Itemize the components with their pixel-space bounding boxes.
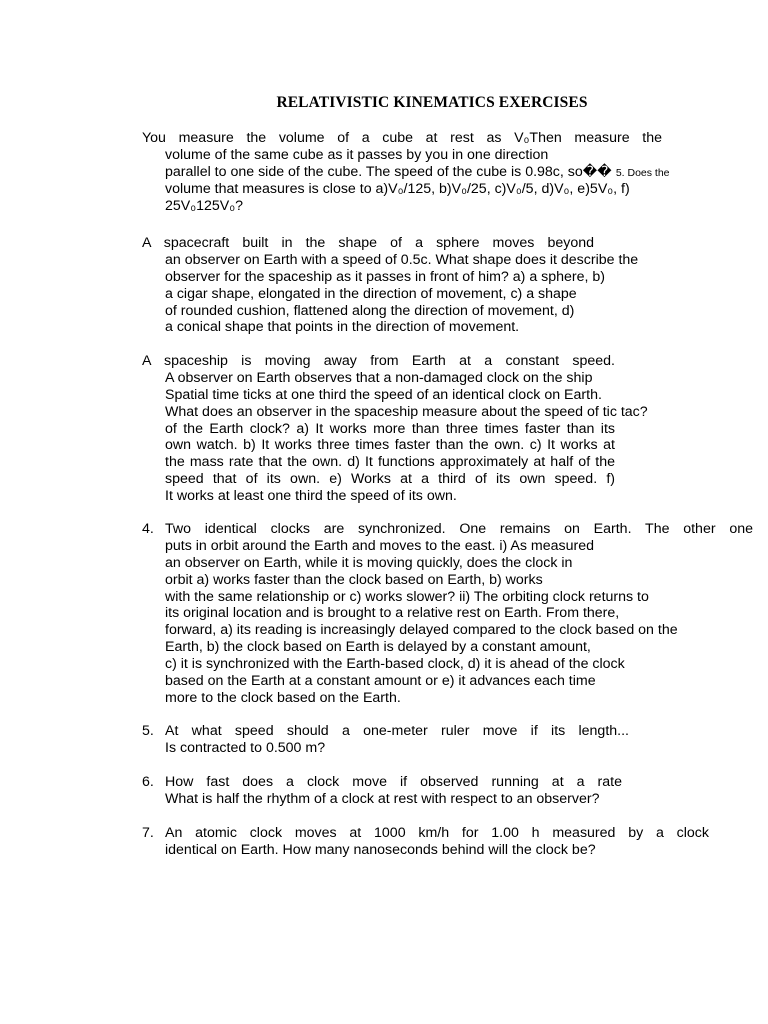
- exercise-5-number: 5.: [142, 723, 154, 739]
- exercise-3-line: of the Earth clock? a) It works more than three times faster than its: [165, 420, 615, 437]
- exercise-7-line: identical on Earth. How many nanoseconds behind will the clock be?: [165, 841, 596, 858]
- exercise-5: [142, 723, 629, 757]
- exercise-3-line: A spaceship is moving away from Earth at a constant speed.: [142, 353, 615, 369]
- exercise-1-line: volume of the same cube as it passes by you in one direction: [165, 146, 549, 163]
- exercise-1-line: [142, 163, 670, 181]
- exercise-6: [142, 774, 622, 808]
- page-title: RELATIVISTIC KINEMATICS EXERCISES: [276, 94, 588, 111]
- exercise-4-line: forward, a) its reading is increasingly delayed compared to the clock based on the: [165, 622, 678, 639]
- exercise-5-line: Is contracted to 0.500 m?: [165, 739, 326, 756]
- exercise-7: [142, 825, 709, 859]
- exercise-4-line: [142, 521, 753, 538]
- exercise-4-line: Earth, b) the clock based on Earth is delayed by a constant amount,: [165, 639, 591, 656]
- exercise-2-line: of rounded cushion, flattened along the direction of movement, d): [165, 302, 575, 319]
- exercise-4-number: 4.: [142, 521, 154, 537]
- exercise-4-line: based on the Earth at a constant amount or e) it advances each time: [165, 673, 596, 690]
- exercise-7-number: 7.: [142, 825, 154, 841]
- exercise-4-line: c) it is synchronized with the Earth-based clock, d) it is ahead of the clock: [165, 656, 625, 673]
- exercise-2-line: an observer on Earth with a speed of 0.5c. What shape does it describe the: [165, 251, 639, 268]
- exercise-2: [142, 235, 639, 336]
- exercise-4-text: Two identical clocks are synchronized. One remains on Earth. The other one: [165, 521, 753, 537]
- exercise-5-text: At what speed should a one-meter ruler move if its length...: [165, 723, 629, 739]
- exercise-1-line: 25V₀125V₀?: [165, 197, 244, 214]
- exercise-4-line: with the same relationship or c) works slower? ii) The orbiting clock returns to: [165, 588, 649, 605]
- exercise-3-line: Spatial time ticks at one third the speed of an identical clock on Earth.: [165, 386, 602, 403]
- exercise-6-line: [142, 774, 622, 791]
- exercise-3: [142, 353, 648, 505]
- exercise-7-text: An atomic clock moves at 1000 km/h for 1.00 h measured by a clock: [165, 825, 709, 841]
- exercise-5-line: [142, 723, 629, 740]
- exercise-1-line: volume that measures is close to a)V₀/125, b)V₀/25, c)V₀/5, d)V₀, e)5V₀, f): [165, 180, 630, 197]
- exercise-3-line: A observer on Earth observes that a non-damaged clock on the ship: [165, 369, 593, 386]
- exercise-4-line: puts in orbit around the Earth and moves to the east. i) As measured: [165, 537, 595, 554]
- exercise-3-line: own watch. b) It works three times faster than the own. c) It works at: [165, 437, 615, 454]
- exercise-3-line: speed that of its own. e) Works at a third of its own speed. f): [165, 471, 615, 488]
- exercise-2-line: A spacecraft built in the shape of a sphere moves beyond: [142, 235, 594, 251]
- exercise-3-line: What does an observer in the spaceship measure about the speed of tic tac?: [165, 403, 648, 420]
- exercise-4: [142, 521, 753, 707]
- exercise-6-number: 6.: [142, 774, 154, 790]
- exercise-3-line: It works at least one third the speed of its own.: [165, 488, 457, 505]
- exercise-6-line: What is half the rhythm of a clock at rest with respect to an observer?: [165, 790, 600, 807]
- exercise-4-line: an observer on Earth, while it is moving quickly, does the clock in: [165, 554, 573, 571]
- exercise-3-line: the mass rate that the own. d) It functions approximately at half of the: [165, 454, 615, 471]
- exercise-1-small-text: 5. Does the: [615, 166, 670, 179]
- exercise-1-line: You measure the volume of a cube at rest as V₀Then measure the: [142, 130, 662, 146]
- exercise-2-line: a cigar shape, elongated in the direction of movement, c) a shape: [165, 285, 577, 302]
- exercise-4-line: more to the clock based on the Earth.: [165, 689, 401, 706]
- exercise-4-line: its original location and is brought to a relative rest on Earth. From there,: [165, 605, 620, 622]
- exercise-4-line: orbit a) works faster than the clock based on Earth, b) works: [165, 571, 543, 588]
- exercise-6-text: How fast does a clock move if observed running at a rate: [165, 774, 622, 790]
- exercise-2-line: observer for the spaceship as it passes in front of him? a) a sphere, b): [165, 268, 606, 285]
- exercise-2-line: a conical shape that points in the direction of movement.: [165, 319, 520, 336]
- exercise-7-line: [142, 825, 709, 842]
- exercise-1: [142, 130, 670, 214]
- exercise-1-text: parallel to one side of the cube. The speed of the cube is 0.98c, so��: [165, 163, 612, 180]
